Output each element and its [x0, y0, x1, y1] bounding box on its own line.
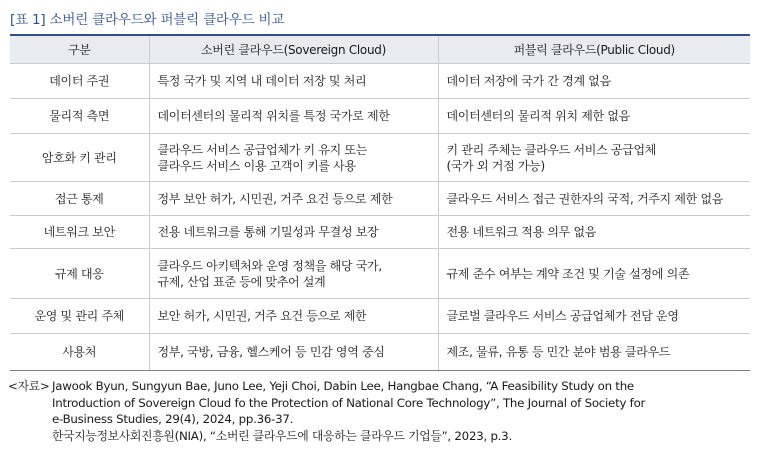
public-cell	[438, 182, 750, 216]
cell-line: 특정 국가 및 지역 내 데이터 저장 및 처리	[157, 74, 367, 88]
comparison-table	[10, 34, 750, 371]
sovereign-cell	[149, 182, 438, 216]
table-row	[10, 334, 750, 371]
sovereign-cell	[149, 216, 438, 249]
source-note	[8, 378, 745, 444]
table-row	[10, 134, 750, 182]
public-cell	[438, 134, 750, 182]
sovereign-cell	[149, 134, 438, 182]
table-header-row	[10, 35, 750, 64]
sovereign-cell	[149, 64, 438, 99]
citation-line: 한국지능정보사회진흥원(NIA), “소버린 클라우드에 대응하는 클라우드 기업들”, 2023, p.3.	[52, 428, 512, 443]
source-citation-2	[52, 428, 745, 445]
public-cell	[438, 216, 750, 249]
row-category: 암호화 키 관리	[10, 134, 149, 182]
cell-line: 데이터 저장에 국가 간 경계 없음	[446, 74, 611, 88]
table-row	[10, 299, 750, 334]
table-row	[10, 182, 750, 216]
source-label: <자료>	[8, 379, 50, 393]
sovereign-cell	[149, 334, 438, 371]
header-sovereign: 소버린 클라우드(Sovereign Cloud)	[149, 35, 438, 64]
table-row	[10, 216, 750, 249]
row-category: 데이터 주권	[10, 64, 149, 99]
cell-line: 키 관리 주체는 클라우드 서비스 공급업체	[446, 142, 657, 157]
row-category: 접근 통제	[10, 182, 149, 216]
cell-line: 클라우드 아키텍처와 운영 정책을 해당 국가,	[157, 258, 382, 273]
public-cell	[438, 64, 750, 99]
cell-line: 정부 보안 허가, 시민권, 거주 요건 등으로 제한	[157, 191, 393, 206]
cell-line: 전용 네트워크를 통해 기밀성과 무결성 보장	[157, 225, 379, 239]
public-cell	[438, 299, 750, 334]
row-category: 운영 및 관리 주체	[10, 299, 149, 334]
public-cell	[438, 249, 750, 299]
cell-line: 정부, 국방, 금융, 헬스케어 등 민감 영역 중심	[157, 345, 385, 359]
table-row	[10, 64, 750, 99]
row-category: 사용처	[10, 334, 149, 371]
row-category: 네트워크 보안	[10, 216, 149, 249]
header-public: 퍼블릭 클라우드(Public Cloud)	[438, 35, 750, 64]
table-row	[10, 249, 750, 299]
sovereign-cell	[149, 299, 438, 334]
row-category: 규제 대응	[10, 249, 149, 299]
cell-line: 데이터센터의 물리적 위치를 특정 국가로 제한	[157, 109, 390, 123]
citation-line: Jawook Byun, Sungyun Bae, Juno Lee, Yeji Choi, Dabin Lee, Hangbae Chang, “A Feasibility Study on the	[52, 379, 634, 393]
sovereign-cell	[149, 99, 438, 134]
header-category: 구분	[10, 35, 149, 64]
public-cell	[438, 99, 750, 134]
source-citation-1	[52, 378, 745, 428]
cell-line: 클라우드 서비스 이용 고객이 키를 사용	[157, 158, 356, 173]
citation-line: Introduction of Sovereign Cloud fo the Protection of National Core Technology”, The Journal of Society for	[52, 395, 646, 410]
cell-line: 제조, 물류, 유통 등 민간 분야 범용 클라우드	[446, 345, 671, 359]
cell-line: 글로벌 클라우드 서비스 공급업체가 전담 운영	[446, 309, 679, 323]
citation-line: e-Business Studies, 29(4), 2024, pp.36-37.	[52, 412, 294, 426]
table-title: [표 1] 소버린 클라우드와 퍼블릭 클라우드 비교	[10, 12, 285, 28]
table-row	[10, 99, 750, 134]
cell-line: 클라우드 서비스 공급업체가 키 유지 또는	[157, 142, 368, 157]
row-category: 물리적 측면	[10, 99, 149, 134]
cell-line: 규제, 산업 표준 등에 맞추어 설계	[157, 274, 326, 289]
cell-line: 보안 허가, 시민권, 거주 요건 등으로 제한	[157, 309, 367, 323]
sovereign-cell	[149, 249, 438, 299]
public-cell	[438, 334, 750, 371]
cell-line: 데이터센터의 물리적 위치 제한 없음	[446, 109, 630, 123]
cell-line: 규제 준수 여부는 계약 조건 및 기술 설정에 의존	[446, 266, 690, 281]
cell-line: 클라우드 서비스 접근 권한자의 국적, 거주지 제한 없음	[446, 191, 724, 206]
cell-line: (국가 외 거점 가능)	[446, 158, 545, 173]
cell-line: 전용 네트워크 적용 의무 없음	[446, 225, 597, 239]
